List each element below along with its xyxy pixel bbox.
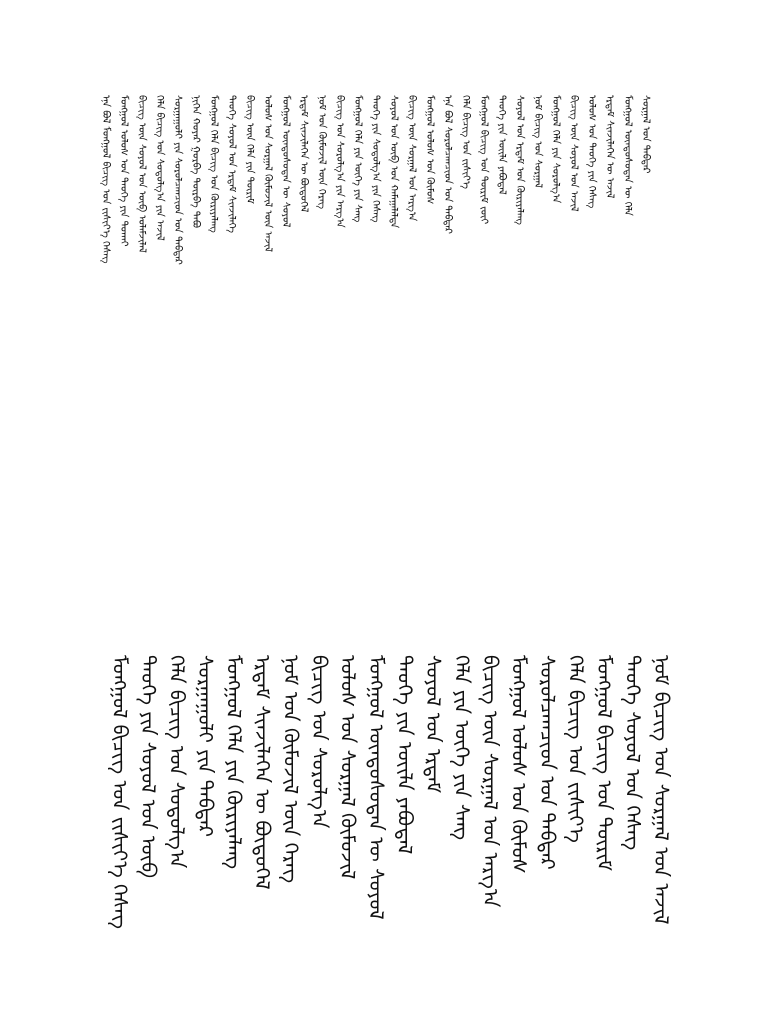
text-column: ᠲᠡᠦᠬᠡ ᠶᠢᠨ ᠰᠤᠳᠤᠯᠭ᠎ᠠ ᠶᠢᠨ ᠬᠡᠰᠡᠭ	[370, 95, 381, 223]
text-column: ᠤᠯᠤᠰ ᠤᠨ ᠰᠤᠷᠭᠠᠯ ᠬᠦᠮᠦᠵᠢᠯ ᠦᠨ ᠠᠵᠢᠯ	[262, 95, 273, 252]
text-column: ᠬᠡᠯᠡ ᠪᠢᠴᠢᠭ ᠤᠨ ᠵᠢᠱᠢᠶ᠎ᠡ	[564, 655, 588, 843]
text-column: ᠰᠣᠶᠣᠯ ᠤᠨ ᠡᠷᠳᠡᠮ	[421, 655, 446, 794]
text-column: ᠤᠯᠤᠰ ᠤᠨ ᠰᠤᠷᠭᠠᠯ ᠬᠦᠮᠦᠵᠢᠯ	[336, 655, 360, 880]
text-column: ᠬᠡᠯᠡ ᠶᠢᠨ ᠦᠭᠡ ᠶᠢᠨ ᠰᠠᠩ	[450, 655, 474, 841]
text-column: ᠡᠷᠳᠡᠮ ᠰᠢᠨᠵᠢᠯᠡᠭᠡᠨ ᠦ ᠪᠦᠲᠦᠭᠡᠯ	[298, 95, 309, 213]
text-column: ᠡᠨᠡ ᠪᠣᠯ ᠰᠤᠷᠤᠯᠴᠠᠭᠴᠢᠳ ᠤᠨ ᠳᠡᠪᠲᠡᠷ	[442, 95, 453, 234]
text-column: ᠲᠡᠦᠬᠡ ᠰᠣᠶᠣᠯ ᠤᠨ ᠬᠡᠰᠡᠭ	[621, 655, 645, 851]
text-column: ᠡᠨᠡ ᠪᠣᠯ ᠮᠣᠩᠭᠣᠯ ᠪᠢᠴᠢᠭ ᠤᠨ ᠵᠢᠱᠢᠶ᠎ᠡ ᠬᠡᠰᠡᠭ	[100, 95, 111, 264]
text-column: ᠨᠣᠮ ᠪᠢᠴᠢᠭ ᠤᠨ ᠰᠤᠷᠭᠠᠯ ᠤᠨ ᠠᠵᠢᠯ	[649, 655, 674, 925]
text-column: ᠮᠣᠩᠭᠣᠯ ᠪᠢᠴᠢᠭ ᠤᠨ ᠳᠦᠷᠢᠮ	[592, 655, 617, 871]
text-column: ᠪᠢᠴᠢᠭ ᠤᠨ ᠰᠤᠷᠤᠯᠭ᠎ᠠ ᠶᠢᠨ ᠠᠷᠭ᠎ᠠ	[334, 95, 345, 228]
text-column: ᠮᠣᠩᠭᠣᠯ ᠦᠨᠳᠦᠰᠦᠲᠡᠨ ᠦ ᠰᠣᠶᠣᠯ	[280, 95, 291, 228]
text-column: ᠬᠡᠯᠡ ᠪᠢᠴᠢᠭ ᠤᠨ ᠵᠢᠱᠢᠶ᠎ᠡ	[460, 95, 471, 189]
text-column: ᠨᠣᠮ ᠤᠨ ᠬᠦᠮᠦᠵᠢᠯ ᠦᠨ ᠬᠡᠷᠡᠭ	[279, 655, 303, 884]
text-column: ᠰᠣᠶᠣᠯ ᠤᠨ ᠦᠪ ᠤᠨ ᠬᠠᠮᠠᠭᠠᠯᠠᠯᠲᠠ	[388, 95, 399, 229]
text-column: ᠮᠣᠩᠭᠣᠯ ᠬᠡᠯᠡ ᠪᠢᠴᠢᠭ ᠤᠨ ᠬᠦᠷᠢᠶᠡᠯᠡᠩ	[208, 95, 219, 233]
text-column: ᠮᠣᠩᠭᠣᠯ ᠪᠢᠴᠢᠭ ᠤᠨ ᠵᠢᠱᠢᠶ᠎ᠡ ᠬᠡᠰᠡᠭ	[108, 655, 132, 929]
top-page-text-block	[95, 95, 695, 515]
text-column: ᠪᠢᠴᠢᠭ ᠦᠨ ᠰᠣᠶᠣᠯ ᠤᠨ ᠦᠪ ᠤᠯᠠᠮᠵᠢᠯᠠᠯ	[136, 95, 147, 253]
text-column: ᠮᠣᠩᠭᠣᠯ ᠬᠡᠯᠡ ᠶᠢᠨ ᠬᠦᠷᠢᠶᠡᠯᠡᠩ	[222, 655, 246, 870]
text-column: ᠮᠣᠩᠭᠣᠯ ᠪᠢᠴᠢᠭ ᠤᠨ ᠳᠦᠷᠢᠮ ᠵᠦᠢ	[478, 95, 489, 225]
text-column: ᠲᠡᠦᠬᠡ ᠶᠢᠨ ᠰᠣᠶᠣᠯ ᠤᠨ ᠦᠪ	[136, 655, 161, 879]
text-column: ᠪᠢᠴᠢᠭ ᠤᠨ ᠰᠤᠷᠤᠯᠭ᠎ᠠ	[307, 655, 332, 829]
text-column: ᠮᠣᠩᠭᠣᠯ ᠤᠯᠤᠰ ᠤᠨ ᠲᠡᠦᠬᠡ ᠶᠢᠨ ᠲᠤᠬᠠᠢ	[118, 95, 129, 247]
text-column: ᠮᠣᠩᠭᠣᠯ ᠦᠨᠳᠦᠰᠦᠲᠡᠨ ᠦ ᠰᠣᠶᠣᠯ	[364, 655, 389, 920]
text-column: ᠤᠯᠤᠰ ᠤᠨ ᠲᠡᠦᠬᠡ ᠶᠢᠨ ᠬᠡᠰᠡᠭ	[586, 95, 597, 209]
text-column: ᠰᠤᠷᠭᠠᠯ ᠤᠨ ᠳᠡᠪᠲᠡᠷ	[640, 95, 651, 174]
text-column: ᠪᠢᠴᠢᠭ ᠦᠨ ᠰᠣᠶᠣᠯ ᠤᠨ ᠠᠵᠢᠯ	[568, 95, 579, 212]
text-column: ᠲᠡᠦᠬᠡ ᠰᠣᠶᠣᠯ ᠤᠨ ᠡᠷᠳᠡᠮ ᠰᠢᠨᠵᠢᠯᠡᠭᠡ	[226, 95, 237, 233]
text-column: ᠡᠷᠳᠡᠮ ᠰᠢᠨᠵᠢᠯᠡᠭᠡᠨ ᠦ ᠠᠵᠢᠯ	[604, 95, 615, 199]
bottom-page-text-block	[95, 655, 695, 1024]
text-column: ᠪᠢᠴᠢᠭ ᠦᠨ ᠰᠤᠷᠭᠠᠯ ᠤᠨ ᠠᠷᠭ᠎ᠠ	[478, 655, 503, 908]
text-column: ᠮᠣᠩᠭᠣᠯ ᠤᠯᠤᠰ ᠤᠨ ᠬᠦᠮᠦᠰ	[424, 95, 435, 205]
text-column: ᠬᠡᠯᠡ ᠪᠢᠴᠢᠭ ᠤᠨ ᠰᠤᠳᠤᠯᠭ᠎ᠠ	[165, 655, 189, 869]
text-column: ᠨᠣᠮ ᠤᠨ ᠬᠦᠮᠦᠵᠢᠯ ᠦᠨ ᠬᠡᠷᠡᠭ	[316, 95, 327, 210]
text-column: ᠮᠣᠩᠭᠣᠯ ᠤᠯᠤᠰ ᠤᠨ ᠬᠦᠮᠦᠰ	[507, 655, 531, 874]
text-column: ᠨᠣᠮ ᠪᠢᠴᠢᠭ ᠤᠨ ᠰᠤᠷᠭᠠᠯ	[532, 95, 543, 188]
text-column: ᠰᠣᠶᠣᠯ ᠤᠨ ᠡᠷᠳᠡᠮ ᠤᠨ ᠬᠦᠷᠢᠶᠡᠯᠡᠩ	[514, 95, 525, 225]
text-column: ᠪᠢᠴᠢᠭ ᠦᠨ ᠬᠡᠯᠡ ᠶᠢᠨ ᠳᠦᠷᠢᠮ	[244, 95, 255, 204]
text-column: ᠪᠢᠴᠢᠭ ᠦᠨ ᠰᠤᠷᠭᠠᠯ ᠤᠨ ᠠᠷᠭ᠎ᠠ	[406, 95, 417, 222]
text-column: ᠰᠤᠷᠭᠠᠭᠤᠯᠢ ᠶᠢᠨ ᠰᠤᠷᠤᠯᠴᠠᠭᠴᠢᠳ ᠤᠨ ᠳᠡᠪᠲᠡᠷ	[172, 95, 183, 265]
text-column: ᠮᠣᠩᠭᠣᠯ ᠦᠨᠳᠦᠰᠦᠲᠡᠨ ᠦ ᠬᠡᠯᠡ	[622, 95, 633, 216]
text-column: ᠡᠷᠳᠡᠮ ᠰᠢᠨᠵᠢᠯᠡᠭᠡᠨ ᠦ ᠪᠦᠲᠦᠭᠡᠯ	[250, 655, 275, 890]
text-column: ᠲᠡᠦᠬᠡ ᠶᠢᠨ ᠦᠢᠯᠡ ᠶᠠᠪᠤᠳᠠᠯ	[393, 655, 417, 855]
text-column: ᠲᠡᠦᠬᠡ ᠶᠢᠨ ᠦᠢᠯᠡ ᠶᠠᠪᠤᠳᠠᠯ	[496, 95, 507, 195]
text-column: ᠰᠤᠷᠭᠠᠭᠤᠯᠢ ᠶᠢᠨ ᠳᠡᠪᠲᠡᠷ	[193, 655, 218, 838]
text-column: ᠮᠣᠩᠭᠣᠯ ᠬᠡᠯᠡ ᠶᠢᠨ ᠦᠭᠡ ᠶᠢᠨ ᠰᠠᠩ	[352, 95, 363, 223]
text-column: ᠮᠣᠩᠭᠣᠯ ᠬᠡᠯᠡ ᠶᠢᠨ ᠰᠤᠷᠤᠯᠭ᠎ᠠ	[550, 95, 561, 204]
text-column: ᠬᠡᠯᠡ ᠪᠢᠴᠢᠭ ᠤᠨ ᠰᠤᠳᠤᠯᠭ᠎ᠠ ᠶᠢᠨ ᠠᠵᠢᠯ	[154, 95, 165, 241]
text-column: ᠰᠤᠷᠤᠯᠴᠠᠭᠴᠢᠳ ᠤᠨ ᠳᠡᠪᠲᠡᠷ	[535, 655, 560, 870]
text-column: ᠨᠢᠭᠡᠨ ᠬᠣᠶᠠᠷ ᠭᠤᠷᠪᠠ ᠳᠥᠷᠪᠡ ᠲᠠᠪᠤ	[190, 95, 201, 228]
